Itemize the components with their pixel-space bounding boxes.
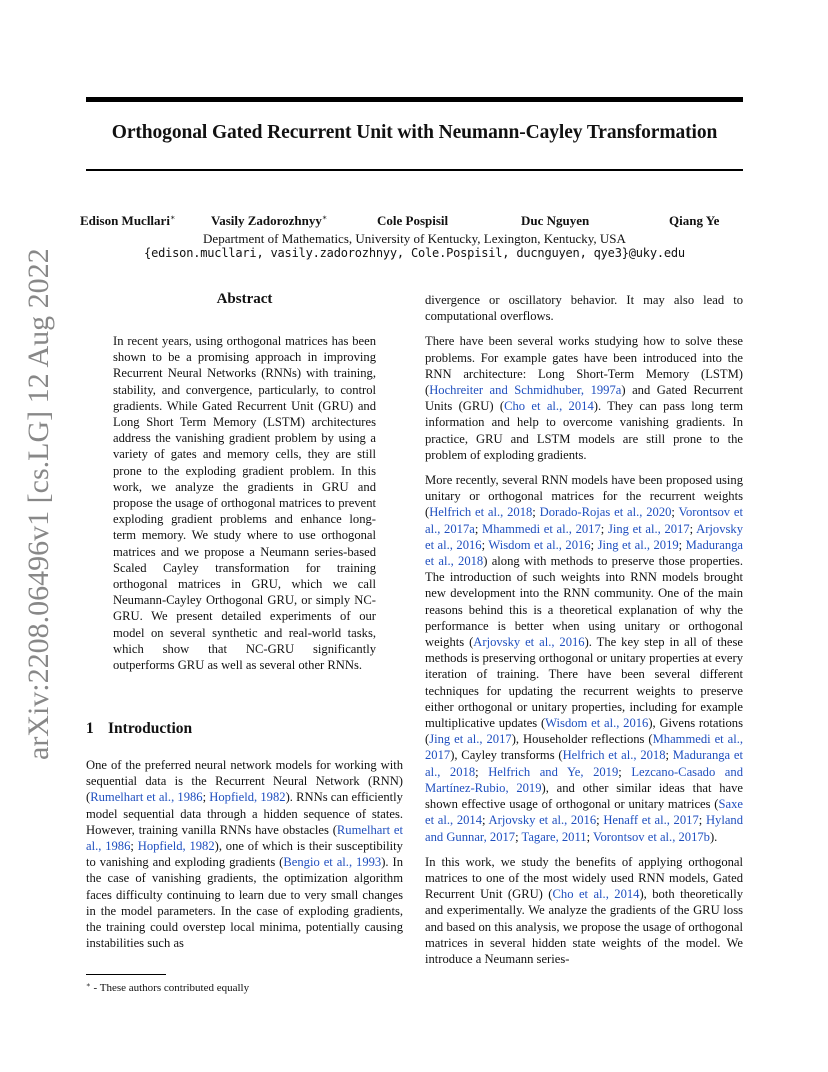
abstract-text: In recent years, using orthogonal matrices has been shown to be a promising approach in improving Recurrent Neural Networks (RNNs) with training, stability, and convergence, particularly, to control gradients. While Gated Recurrent Unit (GRU) and Long Short Term Memory (LSTM) architectures address the vanishing gradient problem by using a variety of gates and memory cells, they are still prone to the exploding gradient problem. In this work, we analyze the gradients in GRU and propose the usage of orthogonal matrices to prevent exploding gradient problems and enhance long-term memory. We study where to use orthogonal matrices and we propose a Neumann series-based Scaled Cayley transformation for training orthogonal matrices in GRU, which we call Neumann-Cayley Orthogonal GRU, or simply NC-GRU. We present detailed experiments of our model on several synthetic and real-world tasks, which show that NC-GRU significantly outperforms GRU as well as several other RNNs. bbox=[113, 334, 376, 673]
footnote: ∗ - These authors contributed equally bbox=[86, 981, 250, 994]
right-paragraph-3: In this work, we study the benefits of applying orthogonal matrices to one of the most widely used RNN models, Gated Recurrent Unit (GRU) (Cho et al., 2014), both theoretically and experimentally. We analyze the gradients of the GRU loss and based on this analysis, we propose the usage of orthogonal matrices in several hidden state weights of the model. We introduce a Neumann series- bbox=[425, 854, 744, 966]
affiliation: Department of Mathematics, University of Kentucky, Lexington, Kentucky, USA bbox=[203, 231, 626, 246]
author-5: Qiang Ye bbox=[669, 213, 720, 228]
citation-link[interactable]: Hyland and Gunnar, 2017 bbox=[425, 813, 744, 844]
right-paragraph-0: divergence or oscillatory behavior. It may also lead to computational overflows. bbox=[425, 293, 743, 324]
citation-link[interactable]: Rumelhart et al., 1986 bbox=[90, 790, 203, 805]
intro-paragraph-1: One of the preferred neural network models for working with sequential data is the Recurrent Neural Network (RNN) (Rumelhart et al., 1986; Hopfield, 1982). RNNs can efficiently model sequential data through a hidden sequence of states. However, training vanilla RNNs have obstacles (Rumelhart et al., 1986; Hopfield, 1982), one of which is their susceptibility to vanishing and exploding gradients (Bengio et al., 1993). In the case of vanishing gradients, the optimization algorithm faces difficulty continuing to learn due to very small changes in the model parameters. In the case of exploding gradients, the training could overstep local minima, potentially causing instabilities such as bbox=[86, 758, 404, 951]
citation-link[interactable]: Helfrich et al., 2018 bbox=[429, 505, 533, 520]
right-paragraph-2: More recently, several RNN models have been proposed using unitary or orthogonal matrices for the recurrent weights (Helfrich et al., 2018; Dorado-Rojas et al., 2020; Vorontsov et al., 2017a; Mhammedi et al., 2017; Jing et al., 2017; Arjovsky et al., 2016; Wisdom et al., 2016; Jing et al., 2019; Maduranga et al., 2018) along with methods to preserve those properties. The introduction of such weights into RNN models brought new development into the RNN community. One of the main reasons behind this is a theoretical explanation of why the performance is better when using unitary or orthogonal weights (Arjovsky et al., 2016). The key step in all of these methods is preserving orthogonal or unitary properties at every iteration of training. There have been several different techniques for updating the recurrent weights to preserve either orthogonal or unitary properties, including for example multiplicative updates (Wisdom et al., 2016), Givens rotations (Jing et al., 2017), Householder reflections (Mhammedi et al., 2017), Cayley transforms (Helfrich et al., 2018; Maduranga et al., 2018; Helfrich and Ye, 2019; Lezcano-Casado and Martínez-Rubio, 2019), and other similar ideas that have shown effective usage of orthogonal or unitary matrices (Saxe et al., 2014; Arjovsky et al., 2016; Henaff et al., 2017; Hyland and Gunnar, 2017; Tagare, 2011; Vorontsov et al., 2017b). bbox=[425, 473, 744, 844]
title-rule-top bbox=[86, 97, 743, 102]
title-rule-bottom bbox=[86, 169, 743, 171]
citation-link[interactable]: Hochreiter and Schmidhuber, 1997a bbox=[429, 383, 622, 398]
citation-link[interactable]: Maduranga et al., 2018 bbox=[425, 537, 744, 569]
citation-link[interactable]: Mhammedi et al., 2017 bbox=[425, 732, 744, 763]
citation-link[interactable]: Jing et al., 2017 bbox=[429, 732, 512, 747]
abstract-heading: Abstract bbox=[216, 291, 273, 307]
citation-link[interactable]: Cho et al., 2014 bbox=[504, 399, 594, 414]
citation-link[interactable]: Vorontsov et al., 2017a bbox=[425, 505, 743, 536]
citation-link[interactable]: Tagare, 2011 bbox=[521, 829, 587, 844]
citation-link[interactable]: Helfrich et al., 2018 bbox=[562, 748, 666, 763]
citation-link[interactable]: Wisdom et al., 2016 bbox=[488, 537, 591, 552]
author-1: Edison Mucllari∗ bbox=[80, 213, 176, 228]
author-list bbox=[80, 213, 740, 231]
citation-link[interactable]: Hopfield, 1982 bbox=[137, 839, 215, 854]
intro-column-right bbox=[425, 292, 743, 976]
citation-link[interactable]: Rumelhart et al., 1986 bbox=[86, 822, 403, 854]
citation-link[interactable]: Jing et al., 2017 bbox=[607, 521, 690, 536]
author-3: Cole Pospisil bbox=[377, 213, 449, 228]
arxiv-stamp: arXiv:2208.06496v1 [cs.LG] 12 Aug 2022 bbox=[22, 248, 55, 760]
right-paragraph-1: There have been several works studying how to solve these problems. For example gates have been introduced into the RNN architecture: Long Short-Term Memory (LSTM) (Hochreiter and Schmidhuber, 1997a) and Gated Recurrent Units (GRU) (Cho et al., 2014). They can pass long term information and help to overcome vanishing gradients. In practice, GRU and LSTM models are still prone to the problem of exploding gradients. bbox=[425, 334, 743, 462]
citation-link[interactable]: Henaff et al., 2017 bbox=[603, 813, 699, 828]
citation-link[interactable]: Saxe et al., 2014 bbox=[425, 797, 743, 828]
author-2: Vasily Zadorozhnyy∗ bbox=[211, 213, 328, 228]
citation-link[interactable]: Hopfield, 1982 bbox=[209, 790, 286, 805]
citation-link[interactable]: Cho et al., 2014 bbox=[552, 887, 640, 902]
paper-title: Orthogonal Gated Recurrent Unit with Neumann-Cayley Transformation bbox=[111, 122, 718, 143]
citation-link[interactable]: Arjovsky et al., 2016 bbox=[488, 813, 597, 828]
citation-link[interactable]: Bengio et al., 1993 bbox=[283, 855, 382, 870]
citation-link[interactable]: Arjovsky et al., 2016 bbox=[473, 635, 585, 650]
section-heading-introduction: 1 Introduction bbox=[86, 720, 193, 737]
citation-link[interactable]: Vorontsov et al., 2017b bbox=[593, 829, 710, 844]
author-emails: {edison.mucllari, vasily.zadorozhnyy, Cole.Pospisil, ducnguyen, qye3}@uky.edu bbox=[144, 246, 685, 260]
citation-link[interactable]: Maduranga et al., 2018 bbox=[425, 748, 744, 779]
citation-link[interactable]: Jing et al., 2019 bbox=[597, 537, 679, 552]
citation-link[interactable]: Helfrich and Ye, 2019 bbox=[488, 764, 619, 779]
citation-link[interactable]: Lezcano-Casado and Martínez-Rubio, 2019 bbox=[425, 764, 743, 795]
intro-column-left bbox=[86, 757, 403, 960]
author-4: Duc Nguyen bbox=[521, 213, 590, 228]
footnote-rule bbox=[86, 974, 166, 975]
citation-link[interactable]: Mhammedi et al., 2017 bbox=[482, 521, 601, 536]
citation-link[interactable]: Dorado-Rojas et al., 2020 bbox=[539, 505, 672, 520]
citation-link[interactable]: Arjovsky et al., 2016 bbox=[425, 521, 744, 552]
citation-link[interactable]: Wisdom et al., 2016 bbox=[545, 716, 649, 731]
